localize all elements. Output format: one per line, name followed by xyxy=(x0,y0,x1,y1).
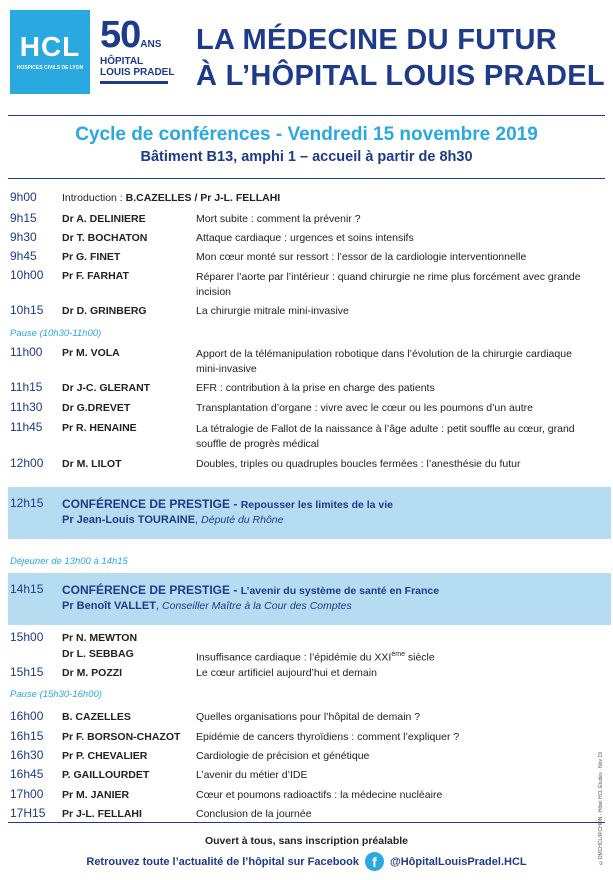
row-speaker: Pr M. VOLA xyxy=(62,347,120,359)
prestige-heading xyxy=(62,495,393,513)
prestige-conference-2 xyxy=(8,573,611,625)
row-speaker: Pr R. HENAINE xyxy=(62,422,137,434)
prestige-speaker-line: Pr Jean-Louis TOURAINE, Député du Rhône xyxy=(62,514,284,526)
prestige-role: Conseiller Maître à la Cour des Comptes xyxy=(162,600,352,612)
row-time: 11h30 xyxy=(10,400,43,414)
row-time: 17h00 xyxy=(10,787,44,801)
topic-sup: ème xyxy=(391,651,405,658)
topic-main: Insuffisance cardiaque : l’épidémie du XXI xyxy=(196,651,392,664)
row-topic: Réparer l’aorte par l’intérieur : quand chirurgie ne rime plus forcément avec grande incision xyxy=(196,271,581,298)
prestige-role: Député du Rhône xyxy=(201,514,284,526)
row-topic: Mon cœur monté sur ressort : l’essor de la cardiologie interventionnelle xyxy=(196,251,527,263)
intro-speakers: B.CAZELLES / Pr J-L. FELLAHI xyxy=(125,192,281,204)
row-topic: Mort subite : comment la prévenir ? xyxy=(196,213,361,225)
row-speaker: Pr F. FARHAT xyxy=(62,270,129,282)
row-speaker: P. GAILLOURDET xyxy=(62,769,150,781)
facebook-icon[interactable]: f xyxy=(365,852,384,871)
row-time: 9h45 xyxy=(10,249,37,263)
anniversary-bar xyxy=(100,81,168,84)
row-topic: Le cœur artificiel aujourd’hui et demain xyxy=(196,667,377,679)
hcl-logo-text: HCL xyxy=(19,31,81,62)
open-notice: Ouvert à tous, sans inscription préalable xyxy=(204,835,409,847)
row-time: 15h15 xyxy=(10,665,44,679)
row-time: 17H15 xyxy=(10,806,46,820)
divider-footer xyxy=(8,822,605,823)
row-time: 15h00 xyxy=(10,630,44,644)
row-speaker: Pr J-L. FELLAHI xyxy=(62,808,142,820)
prestige-label: CONFÉRENCE DE PRESTIGE - xyxy=(62,583,241,597)
prestige-speaker: Pr Benoît VALLET xyxy=(62,600,156,612)
row-topic xyxy=(196,648,592,665)
intro-text xyxy=(62,192,280,205)
row-topic: Quelles organisations pour l’hôpital de demain ? xyxy=(196,711,421,723)
prestige-speaker-line: Pr Benoît VALLET, Conseiller Maître à la Cour des Comptes xyxy=(62,600,352,612)
row-speaker: Dr D. GRINBERG xyxy=(62,305,147,317)
cycle-heading: Cycle de conférences - Vendredi 15 novembre 2019 xyxy=(75,124,538,145)
row-speaker: Pr P. CHEVALIER xyxy=(62,750,148,762)
row-time: 12h00 xyxy=(10,456,44,470)
row-time: 16h30 xyxy=(10,748,44,762)
row-topic: Transplantation d’organe : vivre avec le cœur ou les poumons d’un autre xyxy=(196,402,533,414)
row-speaker: Dr L. SEBBAG xyxy=(62,648,134,660)
hcl-logo xyxy=(10,10,90,94)
intro-label: Introduction : xyxy=(62,192,126,204)
pause-label: Pause (10h30-11h00) xyxy=(10,328,102,339)
row-time: 9h00 xyxy=(10,190,37,204)
anniversary-line1: HÔPITAL xyxy=(100,56,144,67)
row-topic: La chirurgie mitrale mini-invasive xyxy=(196,305,349,317)
prestige-topic: L’avenir du système de santé en France xyxy=(240,585,440,597)
prestige-time: 12h15 xyxy=(10,496,44,510)
row-speaker: Dr T. BOCHATON xyxy=(62,232,148,244)
anniversary-number: 50 xyxy=(100,14,141,56)
row-speaker: Dr M. POZZI xyxy=(62,667,123,679)
divider-top xyxy=(8,115,605,116)
row-topic: Cardiologie de précision et génétique xyxy=(196,750,370,762)
row-speaker: Dr A. DELINIERE xyxy=(62,213,146,225)
facebook-text: Retrouvez toute l’actualité de l’hôpital sur Facebook xyxy=(86,855,359,868)
anniversary-logo xyxy=(100,16,180,84)
page-title xyxy=(196,22,606,94)
row-time: 11h15 xyxy=(10,380,43,394)
row-speaker: Dr M. LILOT xyxy=(62,458,122,470)
prestige-heading xyxy=(62,581,439,599)
row-topic: La tétralogie de Fallot de la naissance à l’âge adulte : petit souffle au cœur, grand souffle de progrès médical xyxy=(196,423,575,450)
row-time: 16h15 xyxy=(10,729,44,743)
photo-credit: ©DMCHCL/RICHON · Hôtel HCL Études · Nov 19 xyxy=(598,752,604,866)
row-speaker: B. CAZELLES xyxy=(62,711,131,723)
row-time: 10h00 xyxy=(10,268,44,282)
row-time: 16h45 xyxy=(10,767,44,781)
pause-label: Pause (15h30-16h00) xyxy=(10,689,102,700)
divider-program xyxy=(8,178,605,179)
prestige-time: 14h15 xyxy=(10,582,44,596)
row-time: 9h15 xyxy=(10,211,37,225)
row-topic: EFR : contribution à la prise en charge des patients xyxy=(196,382,435,394)
prestige-conference-1 xyxy=(8,487,611,539)
row-speaker: Pr F. BORSON-CHAZOT xyxy=(62,731,181,743)
row-speaker: Pr N. MEWTON xyxy=(62,632,138,644)
venue-line: Bâtiment B13, amphi 1 – accueil à partir de 8h30 xyxy=(140,149,473,165)
row-topic: Apport de la télémanipulation robotique dans l’évolution de la chirurgie cardiaque mini-invasive xyxy=(196,348,572,375)
title-line1: LA MÉDECINE DU FUTUR xyxy=(196,24,557,56)
row-topic: L’avenir du métier d’IDE xyxy=(196,769,308,781)
row-speaker: Dr G.DREVET xyxy=(62,402,131,414)
row-topic: Doubles, triples ou quadruples boucles fermées : l’anesthésie du futur xyxy=(196,458,521,470)
row-topic: Cœur et poumons radioactifs : la médecine nucléaire xyxy=(196,789,443,801)
row-speaker: Dr J-C. GLERANT xyxy=(62,382,151,394)
prestige-label: CONFÉRENCE DE PRESTIGE - xyxy=(62,497,241,511)
row-time: 10h15 xyxy=(10,303,44,317)
prestige-topic: Repousser les limites de la vie xyxy=(240,499,394,511)
topic-end: siècle xyxy=(404,651,435,664)
lunch-label: Déjeuner de 13h00 à 14h15 xyxy=(10,556,128,567)
anniversary-line2: LOUIS PRADEL xyxy=(100,67,175,78)
row-topic: Epidémie de cancers thyroïdiens : comment l’expliquer ? xyxy=(196,731,460,743)
prestige-speaker: Pr Jean-Louis TOURAINE xyxy=(62,514,196,526)
row-time: 11h45 xyxy=(10,420,43,434)
anniversary-suffix: ANS xyxy=(140,39,162,50)
row-speaker: Pr M. JANIER xyxy=(62,789,130,801)
row-time: 11h00 xyxy=(10,345,43,359)
row-time: 16h00 xyxy=(10,709,44,723)
hcl-logo-subtext: HOSPICES CIVILS DE LYON xyxy=(16,65,84,71)
row-topic: Conclusion de la journée xyxy=(196,808,312,820)
title-line2: À L’HÔPITAL LOUIS PRADEL xyxy=(196,60,605,92)
row-topic: Attaque cardiaque : urgences et soins intensifs xyxy=(196,232,414,244)
facebook-handle[interactable]: @HôpitalLouisPradel.HCL xyxy=(389,855,527,868)
facebook-line xyxy=(0,852,613,871)
row-speaker: Pr G. FINET xyxy=(62,251,121,263)
row-time: 9h30 xyxy=(10,230,37,244)
